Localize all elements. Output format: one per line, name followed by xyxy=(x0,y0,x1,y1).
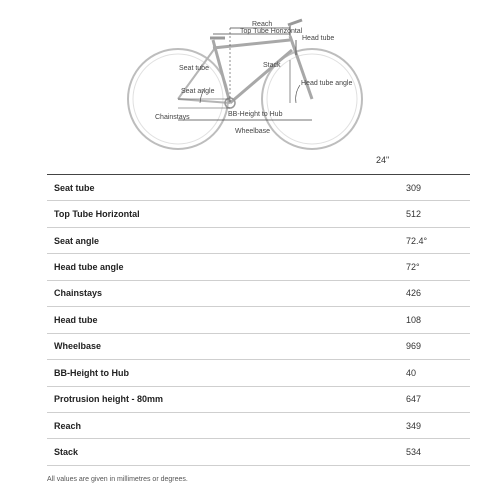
row-label: Reach xyxy=(54,420,82,431)
row-label: Head tube angle xyxy=(54,262,124,273)
head-tube-angle-label: Head tube angle xyxy=(301,80,353,87)
chainstays-label: Chainstays xyxy=(155,114,190,121)
row-label: Head tube xyxy=(54,314,98,325)
row-value: 40 xyxy=(406,367,417,378)
row-label: Protrusion height - 80mm xyxy=(54,394,164,405)
bike-geometry-diagram xyxy=(0,0,500,150)
row-value: 309 xyxy=(406,182,422,193)
bike-geometry-drawing xyxy=(0,0,500,150)
size-column-header: 24" xyxy=(376,155,390,165)
row-label: Top Tube Horizontal xyxy=(54,209,140,220)
bb-height-label: BB-Height to Hub xyxy=(228,111,283,118)
footnote: All values are given in millimetres or degrees. xyxy=(47,476,188,483)
table-row xyxy=(47,333,470,359)
row-value: 72° xyxy=(406,262,420,273)
row-value: 426 xyxy=(406,288,422,299)
fork-line xyxy=(290,36,312,99)
row-label: Seat angle xyxy=(54,235,100,246)
seat-tube-line xyxy=(213,40,230,103)
table-row xyxy=(47,254,470,280)
top-tube-horizontal-label: Top Tube Horizontal xyxy=(240,28,303,35)
row-value: 72.4° xyxy=(406,235,428,246)
table-row xyxy=(47,386,470,412)
reach-label: Reach xyxy=(252,21,273,28)
row-value: 108 xyxy=(406,314,422,325)
chainstay-tube xyxy=(178,99,230,103)
table-row xyxy=(47,280,470,306)
row-value: 512 xyxy=(406,209,422,220)
head-tube-label: Head tube xyxy=(302,35,335,42)
row-label: Stack xyxy=(54,447,79,458)
table-row xyxy=(47,307,470,333)
seat-tube-label: Seat tube xyxy=(179,65,209,72)
table-row xyxy=(47,360,470,386)
table-row xyxy=(47,175,470,201)
row-label: Seat tube xyxy=(54,182,95,193)
stack-label: Stack xyxy=(263,62,281,69)
seat-angle-label: Seat angle xyxy=(181,88,215,95)
row-value: 349 xyxy=(406,420,422,431)
table-row xyxy=(47,227,470,253)
row-value: 647 xyxy=(406,394,422,405)
row-label: BB-Height to Hub xyxy=(54,367,129,378)
geometry-table xyxy=(47,174,470,466)
row-label: Wheelbase xyxy=(54,341,102,352)
row-label: Chainstays xyxy=(54,288,103,299)
row-value: 534 xyxy=(406,447,422,458)
handlebar xyxy=(288,20,302,25)
wheelbase-label: Wheelbase xyxy=(235,128,271,135)
down-tube-line xyxy=(230,50,292,103)
head-angle-arc xyxy=(296,85,300,103)
table-row xyxy=(47,412,470,438)
geometry-table-body xyxy=(47,175,470,466)
table-row xyxy=(47,201,470,227)
row-value: 969 xyxy=(406,341,422,352)
table-row xyxy=(47,439,470,465)
top-tube-line xyxy=(213,40,290,48)
